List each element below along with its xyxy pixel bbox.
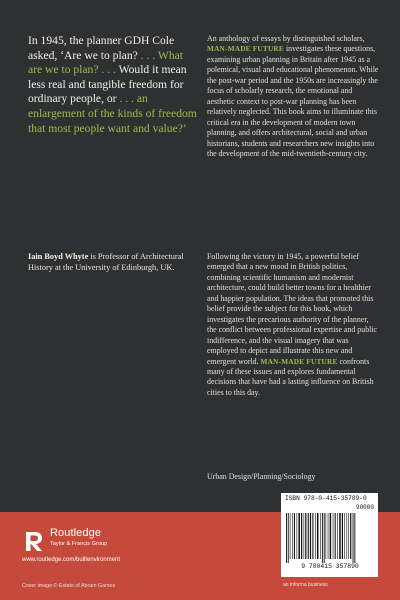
barcode-bar	[335, 513, 336, 559]
barcode-bar	[328, 513, 329, 559]
quote-ellipsis: . . .	[137, 48, 158, 62]
barcode-bar	[342, 513, 343, 559]
barcode-bar	[292, 513, 293, 559]
barcode-bar	[353, 513, 354, 563]
barcode-bar	[354, 513, 355, 563]
barcode-bar	[320, 513, 321, 559]
isbn-barcode	[281, 493, 378, 577]
informa-tagline: an informa business	[283, 582, 328, 588]
barcode-bar	[297, 513, 298, 559]
barcode-bar	[344, 513, 345, 559]
barcode-bar	[339, 513, 341, 559]
author-description: is Professor of Architectural History at the University of Edinburgh, UK.	[28, 252, 184, 272]
author-name: Iain Boyd Whyte	[28, 252, 89, 261]
barcode-bar	[290, 513, 291, 559]
author-bio	[28, 252, 198, 274]
book-title: MAN-MADE FUTURE	[260, 356, 338, 366]
publisher-group: Taylor & Francis Group	[50, 541, 108, 547]
barcode-bar	[324, 513, 325, 563]
barcode-bars	[285, 513, 374, 563]
pull-quote	[28, 34, 198, 136]
isbn-number: ISBN 978-0-415-35789-0	[285, 495, 367, 502]
routledge-logo-icon	[22, 529, 46, 553]
barcode-bar	[330, 513, 332, 559]
barcode-bar	[337, 513, 338, 559]
quote-ellipsis: . . .	[116, 92, 137, 106]
barcode-bar	[326, 513, 327, 559]
subject-categories: Urban Design/Planning/Sociology	[207, 472, 316, 481]
barcode-bar	[347, 513, 348, 559]
barcode-digits: 9 780415 357890	[301, 563, 359, 570]
barcode-bar	[308, 513, 309, 559]
barcode-bar	[301, 513, 302, 559]
barcode-bar	[315, 513, 316, 559]
description-text: investigates these questions, examining urban planning in Britain after 1945 as a polemical, visual and educational phenomenon. While the post-war period and the 1950s are increasingly the focus of scholarly research, the emotional and aesthetic context to post-war planning has been relatively neglected. This book aims to illuminate this critical era in the development of modern town planning, and offers architectural, social and urban historians, students and researchers new insights into the development of the mid-twentieth-century city.	[207, 44, 379, 158]
quote-question-4: an enlargement of the kinds of freedom that most people want and value?’	[28, 92, 197, 135]
publisher-website: www.routledge.com/builtenvironment	[22, 557, 121, 563]
barcode-bar	[317, 513, 319, 559]
barcode-bar	[305, 513, 306, 559]
book-title: MAN-MADE FUTURE	[207, 44, 284, 54]
quote-intro: In 1945, the planner GDH Cole asked, ‘Are we to plan?	[28, 34, 175, 62]
barcode-bar	[286, 513, 287, 563]
quote-ellipsis: . . .	[98, 63, 119, 77]
barcode-bar	[333, 513, 334, 559]
barcode-bar	[298, 513, 300, 559]
description-text: An anthology of essays by distinguished scholars,	[207, 34, 365, 43]
description-text: Following the victory in 1945, a powerful belief emerged that a new mood in British politics, combining scientific humanism and modernist architecture, could build better towns for a healthier and happier population. The ideas that promoted this belief provide the subject for this book, which investigates the precarious authority of the planner, the conflict between professional expertise and public indifference, and the visual imagery that was employed to depict and illustrate this new and emergent world.	[207, 252, 378, 366]
barcode-bar	[310, 513, 311, 559]
barcode-bar	[304, 513, 305, 559]
description-paragraph-2	[207, 252, 379, 398]
quote-question-3: Would it mean less real and tangible freedom for ordinary people, or	[28, 63, 187, 106]
description-paragraph-1	[207, 34, 379, 159]
publisher-name: Routledge	[50, 527, 102, 539]
price-code: 90000	[355, 504, 374, 511]
barcode-bar	[322, 513, 323, 563]
quote-question-2: What are we to plan?	[28, 48, 183, 77]
barcode-bar	[312, 513, 313, 559]
barcode-bar	[294, 513, 295, 559]
barcode-bar	[288, 513, 289, 563]
barcode-bar	[348, 513, 349, 559]
description-text: confronts many of these issues and explores fundamental decisions that have had a lasting influence on British cities to this day.	[207, 356, 374, 397]
barcode-bar	[350, 513, 351, 559]
cover-image-credit: Cover image © Estate of Abram Games	[22, 583, 116, 589]
